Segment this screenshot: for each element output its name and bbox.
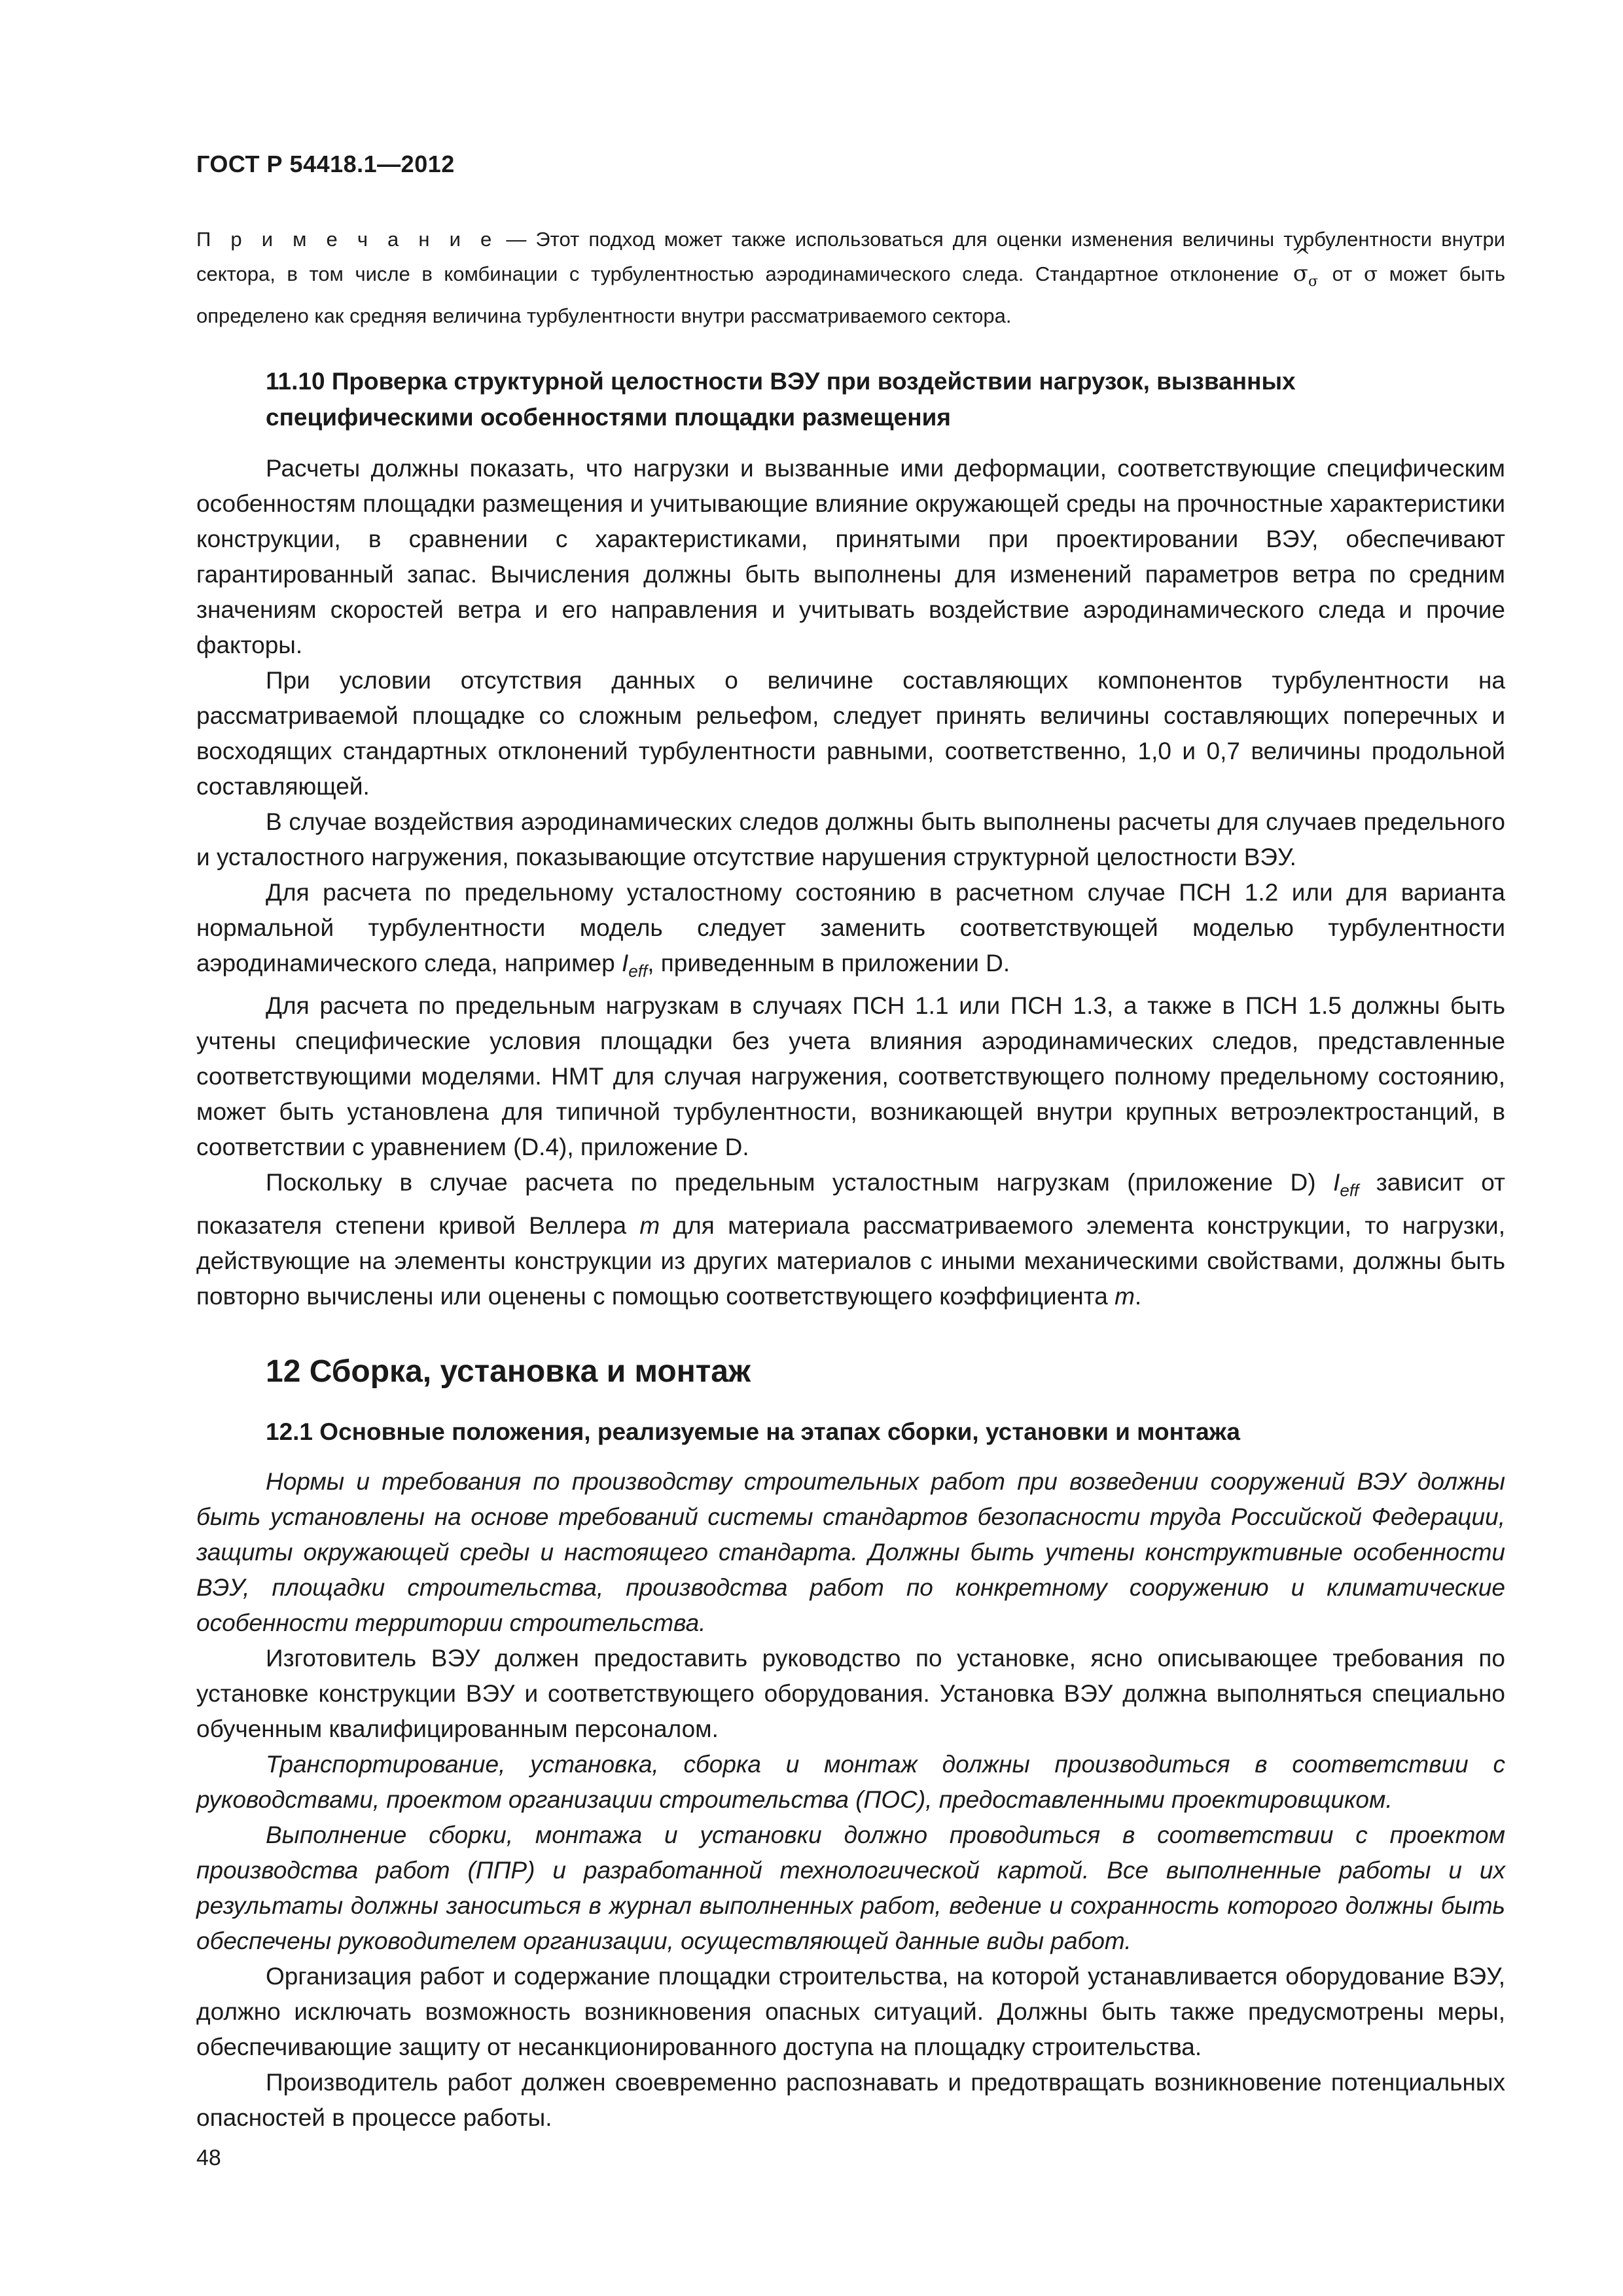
section-11-10-paragraph-6 <box>196 1165 1505 1314</box>
sigma-hat-symbol <box>1291 245 1321 299</box>
sigma-symbol-2: σ <box>1363 262 1378 286</box>
note-label: П р и м е ч а н и е <box>196 228 497 251</box>
section-12-1-paragraph-5: Организация работ и содержание площадки строительства, на которой устанавливается оборудование ВЭУ, должно исключать возможность возникновения опасных ситуаций. Должны быть также предусмотрены меры, обеспечивающие защиту от несанкционированного доступа на площадку строительства. <box>196 1962 1505 2060</box>
p6-text-a: Поскольку в случае расчета по предельным усталостным нагрузкам (приложение D) <box>266 1169 1334 1196</box>
section-12-1-paragraph-6: Производитель работ должен своевременно распознавать и предотвращать возникновение потенциальных опасностей в процессе работы. <box>196 2068 1505 2131</box>
m-symbol: m <box>639 1211 660 1239</box>
section-12-1-paragraph-3: Транспортирование, установка, сборка и монтаж должны производиться в соответствии с руководствами, проектом организации строительства (ПОС), предоставленными проектировщиком. <box>196 1750 1505 1813</box>
document-page <box>196 0 1505 2296</box>
note-paragraph <box>196 223 1505 333</box>
note-text-c: может быть определено как средняя величина турбулентности внутри рассматриваемого сектора. <box>196 262 1505 327</box>
sigma-symbol: σ <box>1293 260 1308 287</box>
section-11-10-paragraph-3: В случае воздействия аэродинамических следов должны быть выполнены расчеты для случаев предельного и усталостного нагружения, показывающие отсутствие нарушения структурной целостности ВЭУ. <box>196 808 1505 870</box>
note-text-b: от <box>1321 262 1364 285</box>
m-symbol-2: m <box>1115 1282 1135 1310</box>
document-id-header: ГОСТ Р 54418.1—2012 <box>196 151 455 177</box>
note-block <box>196 223 1505 333</box>
section-12-1-paragraph-2: Изготовитель ВЭУ должен предоставить руководство по установке, ясно описывающее требования по установке конструкции ВЭУ и соответствующего оборудования. Установка ВЭУ должна выполняться специально обученным квалифицированным персоналом. <box>196 1644 1505 1742</box>
sigma-subscript: σ <box>1308 273 1318 290</box>
section-12-1-paragraph-4: Выполнение сборки, монтажа и установки должно проводиться в соответствии с проектом производства работ (ППР) и разработанной технологической картой. Все выполненные работы и их результаты должны заноситься в журнал выполненных работ, ведение и сохранность которого должны быть обеспечены руководителем организации, осуществляющей данные виды работ. <box>196 1821 1505 1954</box>
p6-text-d: . <box>1134 1282 1142 1310</box>
section-11-10-paragraph-5: Для расчета по предельным нагрузкам в случаях ПСН 1.1 или ПСН 1.3, а также в ПСН 1.5 должны быть учтены специфические условия площадки без учета влияния аэродинамических следов, представленные соответствующими моделями. НМТ для случая нагружения, соответствующего полному предельному состоянию, может быть установлена для типичной турбулентности, возникающей внутри крупных ветроэлектростанций, в соответствии с уравнением (D.4), приложение D. <box>196 992 1505 1161</box>
section-11-10-paragraph-1: Расчеты должны показать, что нагрузки и вызванные ими деформации, соответствующие специфическим особенностям площадки размещения и учитывающие влияние окружающей среды на прочностные характеристики конструкции, в сравнении с характеристиками, принятыми при проектировании ВЭУ, обеспечивают гарантированный запас. Вычисления должны быть выполнены для изменений параметров ветра по средним значениям скоростей ветра и его направления и учитывать воздействие аэродинамического следа и прочие факторы. <box>196 455 1505 658</box>
section-12-1-paragraph-1: Нормы и требования по производству строительных работ при возведении сооружений ВЭУ должны быть установлены на основе требований системы стандартов безопасности труда Российской Федерации, защиты окружающей среды и настоящего стандарта. Должны быть учтены конструктивные особенности ВЭУ, площадки строительства, производства работ по конкретному сооружению и климатические особенности территории строительства. <box>196 1467 1505 1636</box>
ieff-symbol: I <box>622 950 629 977</box>
page-number: 48 <box>196 2145 221 2170</box>
ieff-subscript: eff <box>628 961 648 981</box>
p4-text-a: Для расчета по предельному усталостному состоянию в расчетном случае ПСН 1.2 или для варианта нормальной турбулентности модель следует заменить соответствующей моделью турбулентности аэродинамического следа, например <box>196 879 1505 977</box>
main-content <box>196 363 1505 2136</box>
ieff-subscript-2: eff <box>1340 1180 1359 1200</box>
section-11-10-paragraph-2: При условии отсутствия данных о величине составляющих компонентов турбулентности на рассматриваемой площадке со сложным рельефом, следует принять величины составляющих поперечных и восходящих стандартных отклонений турбулентности равными, соответственно, 1,0 и 0,7 величины продольной составляющей. <box>196 667 1505 800</box>
p4-text-b: , приведенным в приложении D. <box>647 950 1010 977</box>
section-11-10-paragraph-4 <box>196 875 1505 988</box>
note-text-a: — Этот подход может также использоваться для оценки изменения величины турбулентности внутри сектора, в том числе в комбинации с турбулентностью аэродинамического следа. Стандартное отклонение <box>196 228 1505 285</box>
p6-text-b: зависит от показателя степени кривой Веллера <box>196 1169 1505 1239</box>
ieff-symbol-2: I <box>1333 1169 1340 1196</box>
section-11-10-title: 11.10 Проверка структурной целостности ВЭУ при воздействии нагрузок, вызванных специфическими особенностями площадки размещения <box>266 368 1296 431</box>
section-12-title: 12 Сборка, установка и монтаж <box>266 1354 751 1389</box>
p6-text-c: для материала рассматриваемого элемента конструкции, то нагрузки, действующие на элементы конструкции из других материалов с иными механическими свойствами, должны быть повторно вычислены или оценены с помощью соответствующего коэффициента <box>196 1211 1506 1310</box>
hat-accent: ^ <box>1294 245 1311 268</box>
section-12-1-title: 12.1 Основные положения, реализуемые на этапах сборки, установки и монтажа <box>266 1418 1240 1445</box>
